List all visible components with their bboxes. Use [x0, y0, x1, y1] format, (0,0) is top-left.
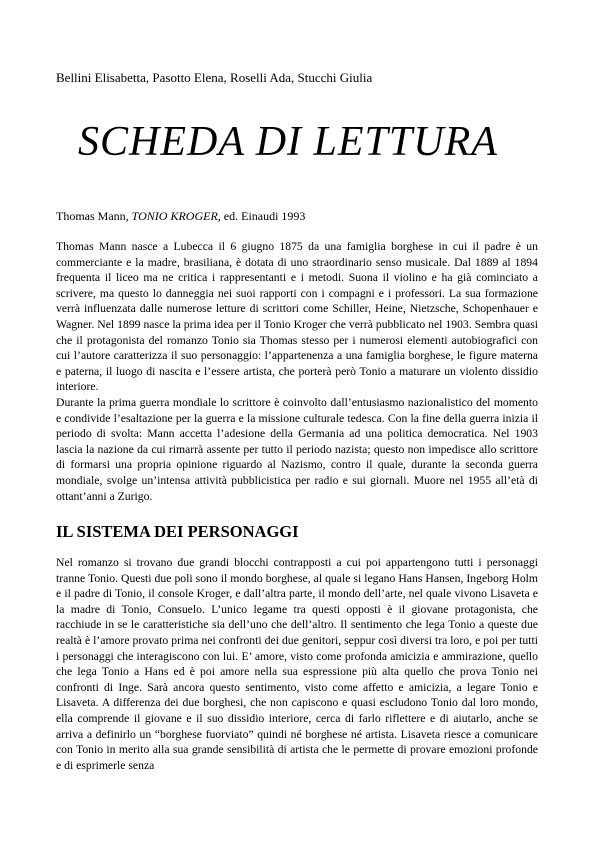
book-reference	[56, 209, 305, 224]
reference-author: Thomas Mann,	[56, 209, 132, 223]
author-biography	[56, 239, 538, 504]
section-heading: IL SISTEMA DEI PERSONAGGI	[56, 522, 299, 541]
authors-line: Bellini Elisabetta, Pasotto Elena, Roselli Ada, Stucchi Giulia	[56, 70, 373, 85]
section-body	[56, 555, 538, 773]
reference-book-title: TONIO KROGER	[131, 209, 218, 223]
document-title: SCHEDA DI LETTURA	[78, 119, 498, 165]
biography-paragraph-2: Durante la prima guerra mondiale lo scrittore è coinvolto dall’entusiasmo nazionalistico del momento e condivide l’esaltazione per la guerra e la missione culturale tedesca. Con la fine della guerra inizia il periodo di svolta: Mann accetta l’adesione della Germania ad una politica democratica. Nel 1903 lascia la nazione da cui rimarrà assente per tutto il periodo nazista; questo non impedisce allo scrittore di formarsi una propria opinione riguardo al Nazismo, contro il quale, durante la seconda guerra mondiale, svolge un’intensa attività pubblicistica per radio e sui giornali. Muore nel 1955 all’età di ottant’anni a Zurigo.	[56, 395, 538, 503]
biography-paragraph-1: Thomas Mann nasce a Lubecca il 6 giugno 1875 da una famiglia borghese in cui il padre è un commerciante e la madre, brasiliana, è dotata di uno straordinario senso musicale. Dal 1889 al 1894 frequenta il liceo ma ne critica i rappresentanti e i metodi. Suona il violino e ha già cominciato a scrivere, ma questo lo danneggia nei suoi rapporti con i compagni e i professori. La sua formazione verrà influenzata dalle numerose letture di scrittori come Schiller, Heine, Nietzsche, Schopenhauer e Wagner. Nel 1899 nasce la prima idea per il Tonio Kroger che verrà pubblicato nel 1903. Sembra quasi che il protagonista del romanzo Tonio sia Thomas stesso per i numerosi elementi autobiografici con cui l’autore caratterizza il suo personaggio: l’appartenenza a una famiglia borghese, le figure materna e paterna, il luogo di nascita e l’essere artista, che porterà però Tonio a maturare un violento dissidio interiore.	[56, 240, 538, 394]
reference-publisher: , ed. Einaudi 1993	[217, 209, 306, 223]
section-paragraph: Nel romanzo si trovano due grandi blocchi contrapposti a cui poi appartengono tutti i personaggi tranne Tonio. Questi due poli sono il mondo borghese, al quale si legano Hans Hansen, Ingeborg Holm e il padre di Tonio, il console Kroger, e dall’altra parte, il mondo dell’arte, nel quale vivono Lisaveta e la madre di Tonio, Consuelo. L’unico legame tra questi opposti è il giovane protagonista, che racchiude in se le caratteristiche sia dell’uno che dell’altro. Il sentimento che lega Tonio a queste due realtà è l’amore provato prima nei confronti dei due genitori, seppur così diversi tra loro, e poi per tutti i personaggi che interagiscono con lui. E’ amore, visto come profonda amicizia e ammirazione, quello che lega Tonio a Hans ed è poi amore nella sua espressione più alta quello che prova Tonio nei confronti di Inge. Sarà ancora questo sentimento, visto come affetto e amicizia, a legare Tonio e Lisaveta. A differenza dei due borghesi, che non capiscono e quasi escludono Tonio dal loro mondo, ella comprende il giovane e il suo dissidio interiore, cerca di farlo riflettere e di aiutarlo, anche se arriva a definirlo un “borghese fuorviato” quindi né borghese né artista. Lisaveta riesce a comunicare con Tonio in merito alla sua grande sensibilità di artista che le permette di provare emozioni profonde e di esprimerle senza	[56, 556, 538, 772]
